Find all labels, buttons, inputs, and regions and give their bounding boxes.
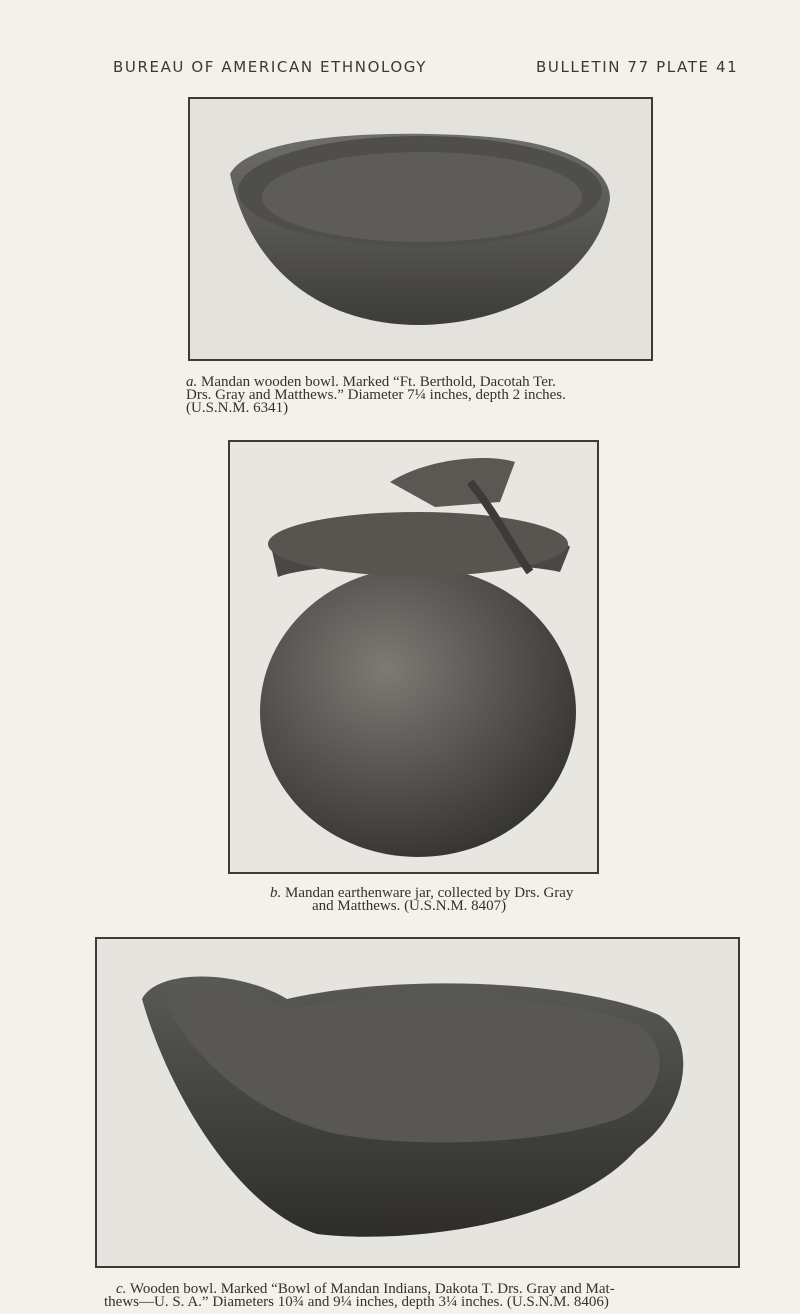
caption-b — [270, 887, 573, 913]
photo-c-wooden-bowl — [95, 937, 740, 1268]
caption-line: Drs. Gray and Matthews.” Diameter 7¼ inches, depth 2 inches. — [186, 387, 566, 403]
page-header-right: BULLETIN 77 PLATE 41 — [536, 58, 739, 76]
caption-line: thews—U. S. A.” Diameters 10¾ and 9¼ inches, depth 3¼ inches. (U.S.N.M. 8406) — [104, 1294, 609, 1310]
photo-b-earthenware-jar — [228, 440, 599, 874]
earthenware-jar-image — [230, 442, 597, 872]
caption-line: and Matthews. (U.S.N.M. 8407) — [312, 898, 507, 914]
photo-a-wooden-bowl — [188, 97, 653, 361]
caption-line: c. Wooden bowl. Marked “Bowl of Mandan Indians, Dakota T. Drs. Gray and Mat- — [116, 1281, 615, 1297]
caption-a — [186, 376, 566, 415]
caption-line: b. Mandan earthenware jar, collected by Drs. Gray — [270, 885, 574, 901]
caption-c — [104, 1283, 615, 1309]
page-header-left: BUREAU OF AMERICAN ETHNOLOGY — [113, 58, 428, 76]
caption-line: a. Mandan wooden bowl. Marked “Ft. Berthold, Dacotah Ter. — [186, 374, 556, 390]
wooden-bowl-c-image — [97, 939, 738, 1266]
wooden-bowl-a-image — [190, 99, 651, 359]
caption-line: (U.S.N.M. 6341) — [186, 400, 289, 416]
